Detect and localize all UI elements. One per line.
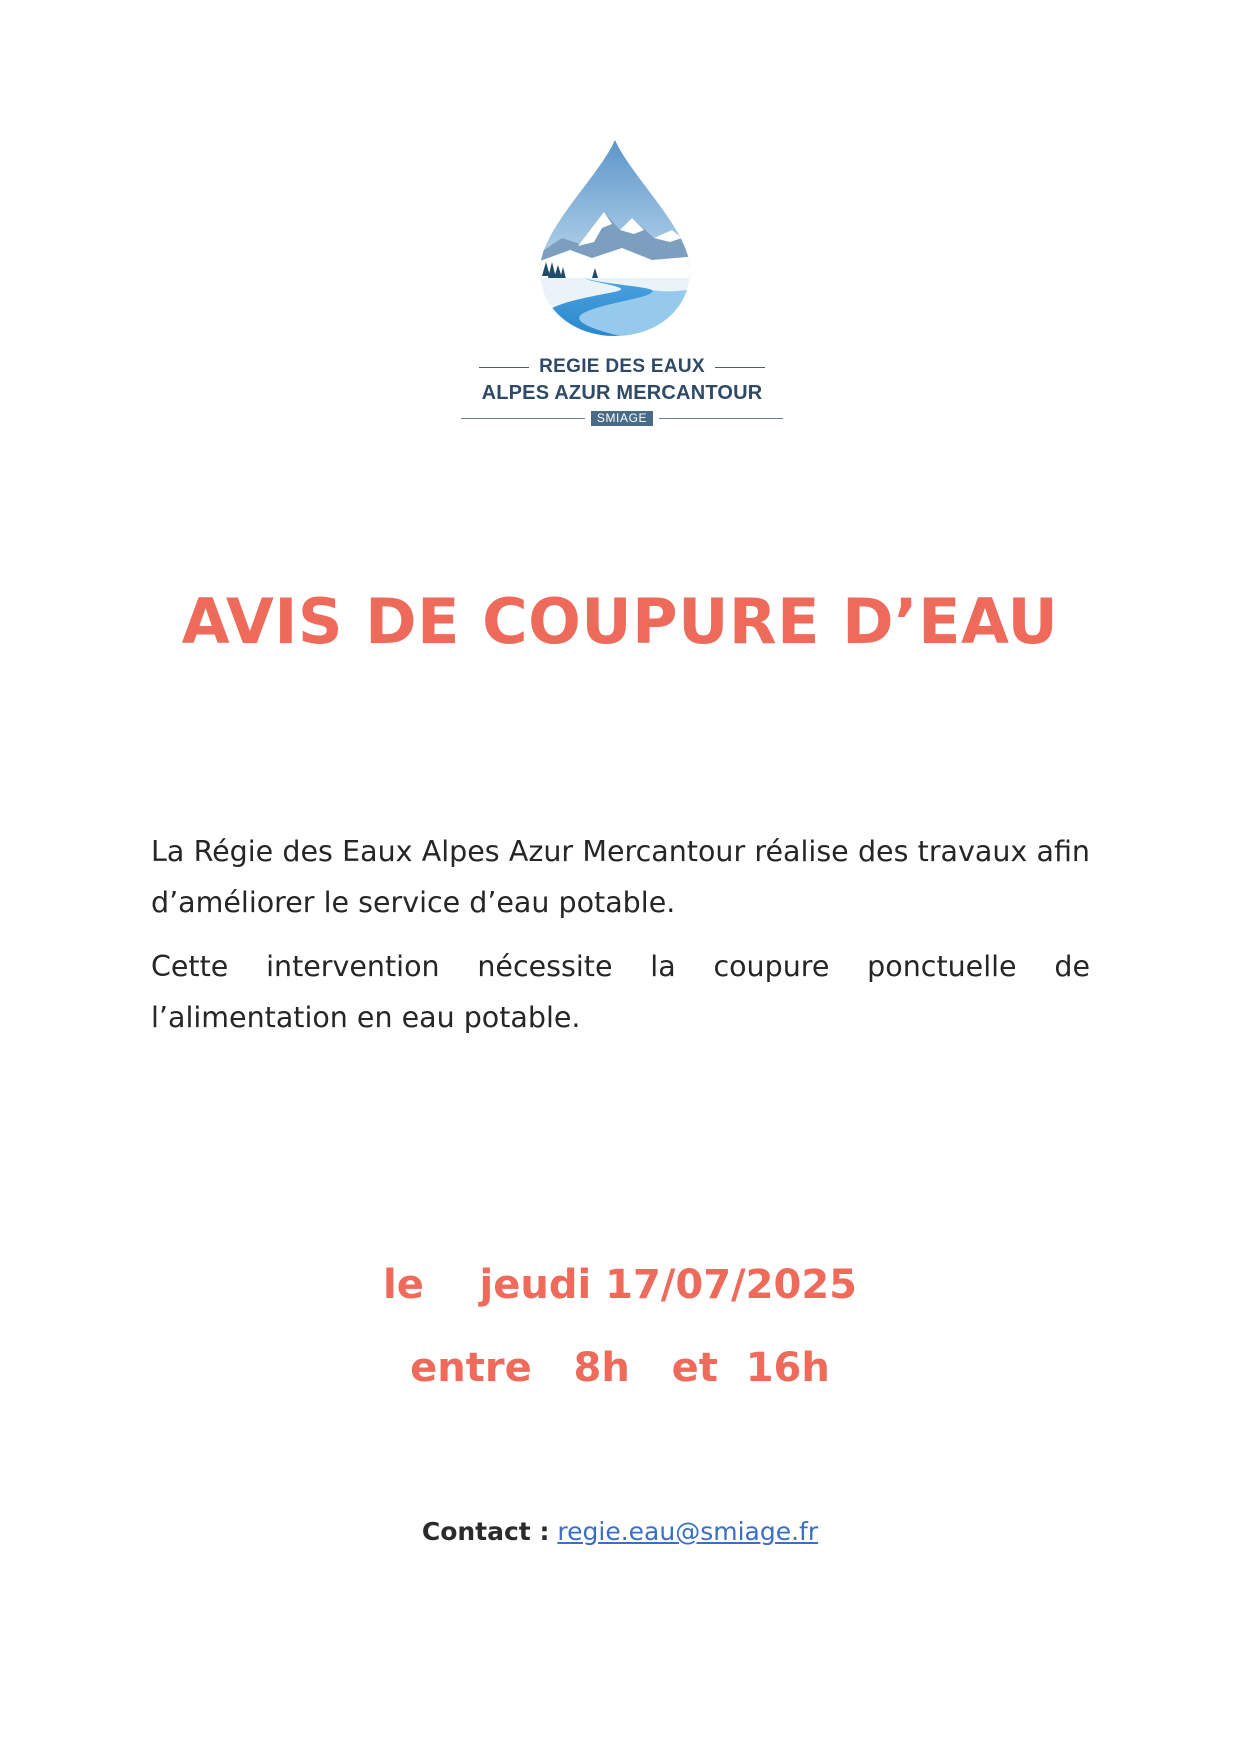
logo-rule-bottom-right [659, 418, 783, 419]
logo-badge-row [452, 411, 792, 426]
logo-rule-left [479, 367, 529, 368]
notice-date: le jeudi 17/07/2025 [382, 1262, 857, 1308]
logo-rule-bottom-left [461, 418, 585, 419]
logo-line1 [452, 356, 792, 378]
contact-line [0, 1517, 1240, 1546]
logo-title-line2: ALPES AZUR MERCANTOUR [481, 382, 763, 404]
notice-paragraph-1: La Régie des Eaux Alpes Azur Mercantour réalise des travaux afin d’améliorer le service d’eau potable. [151, 835, 1090, 919]
logo-title-line1: REGIE DES EAUX [539, 356, 705, 377]
contact-label: Contact : [421, 1517, 550, 1546]
logo-wordmark [452, 356, 792, 426]
notice-time: entre 8h et 16h [410, 1345, 830, 1391]
notice-title: AVIS DE COUPURE D’EAU [181, 585, 1059, 658]
smiage-badge: SMIAGE [591, 411, 653, 426]
logo-drop-icon [532, 138, 698, 338]
contact-email-link[interactable]: regie.eau@smiage.fr [557, 1517, 819, 1546]
notice-paragraph-2: Cette intervention nécessite la coupure ponctuelle de l’alimentation en eau potable. [151, 950, 1090, 1034]
logo-rule-right [715, 367, 765, 368]
